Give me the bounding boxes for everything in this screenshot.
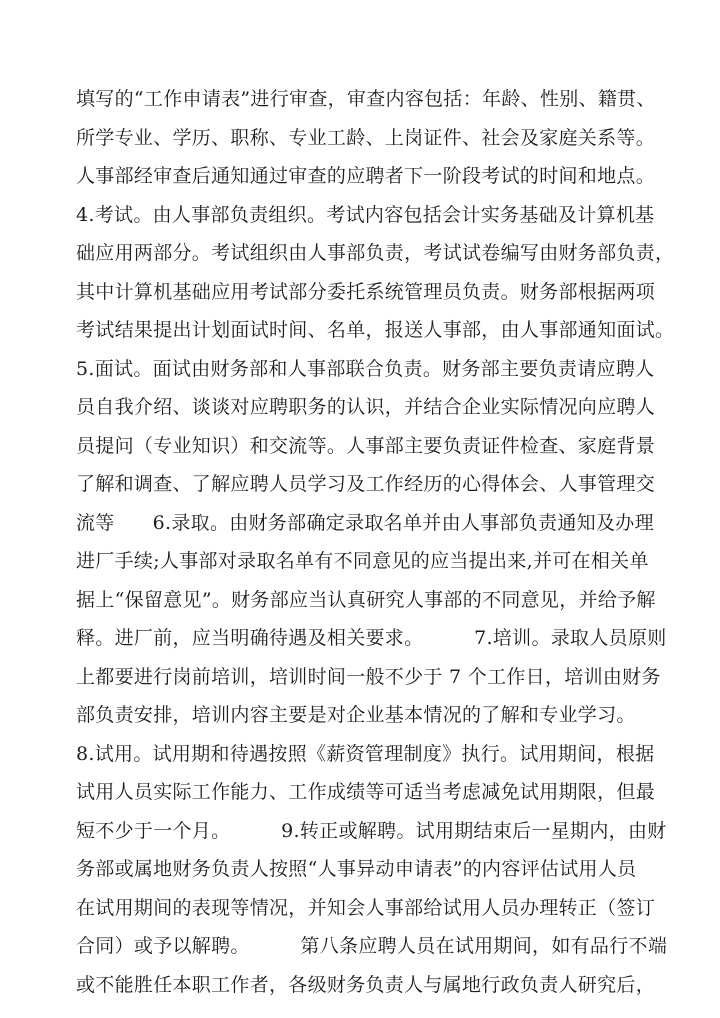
text-line: 础应用两部分。考试组织由人事部负责，考试试卷编写由财务部负责， xyxy=(76,242,675,264)
text-line: 试用人员实际工作能力、工作成绩等可适当考虑减免试用期限，但最 xyxy=(76,781,656,803)
document-body xyxy=(76,80,676,1004)
text-line: 人事部经审查后通知通过审查的应聘者下一阶段考试的时间和地点。 xyxy=(76,165,656,187)
text-line: 员自我介绍、谈谈对应聘职务的认识，并结合企业实际情况向应聘人 xyxy=(76,396,656,418)
text-line: 合同）或予以解聘。 第八条应聘人员在试用期间，如有品行不端 xyxy=(76,935,668,957)
text-line: 进厂手续;人事部对录取名单有不同意见的应当提出来,并可在相关单 xyxy=(76,550,649,572)
text-line: 5.面试。面试由财务部和人事部联合负责。财务部主要负责请应聘人 xyxy=(76,357,655,380)
text-line: 部负责安排，培训内容主要是对企业基本情况的了解和专业学习。 xyxy=(76,704,636,726)
text-line: 释。进厂前，应当明确待遇及相关要求。 7.培训。录取人员原则 xyxy=(76,627,667,649)
text-line: 8.试用。试用期和待遇按照《薪资管理制度》执行。试用期间，根据 xyxy=(76,742,655,765)
text-line: 流等 6.录取。由财务部确定录取名单并由人事部负责通知及办理 xyxy=(76,511,654,534)
text-line: 短不少于一个月。 9.转正或解聘。试用期结束后一星期内，由财 xyxy=(76,819,667,842)
text-line: 填写的“工作申请表”进行审查，审查内容包括：年龄、性别、籍贯、 xyxy=(76,88,656,110)
text-line: 在试用期间的表现等情况，并知会人事部给试用人员办理转正（签订 xyxy=(76,896,656,919)
text-line: 4.考试。由人事部负责组织。考试内容包括会计实务基础及计算机基 xyxy=(76,203,655,226)
text-line: 上都要进行岗前培训，培训时间一般不少于 7 个工作日，培训由财务 xyxy=(76,665,661,688)
text-line: 考试结果提出计划面试时间、名单，报送人事部，由人事部通知面试。 xyxy=(76,319,675,341)
text-line: 其中计算机基础应用考试部分委托系统管理员负责。财务部根据两项 xyxy=(76,280,656,303)
text-line: 了解和调查、了解应聘人员学习及工作经历的心得体会、人事管理交 xyxy=(76,473,656,495)
text-line: 务部或属地财务负责人按照“人事异动申请表”的内容评估试用人员 xyxy=(76,858,637,880)
text-line: 或不能胜任本职工作者，各级财务负责人与属地行政负责人研究后， xyxy=(76,973,656,996)
text-line: 所学专业、学历、职称、专业工龄、上岗证件、社会及家庭关系等。 xyxy=(76,126,656,149)
text-line: 员提问（专业知识）和交流等。人事部主要负责证件检查、家庭背景 xyxy=(76,434,656,457)
text-line: 据上“保留意见”。财务部应当认真研究人事部的不同意见，并给予解 xyxy=(76,588,656,611)
